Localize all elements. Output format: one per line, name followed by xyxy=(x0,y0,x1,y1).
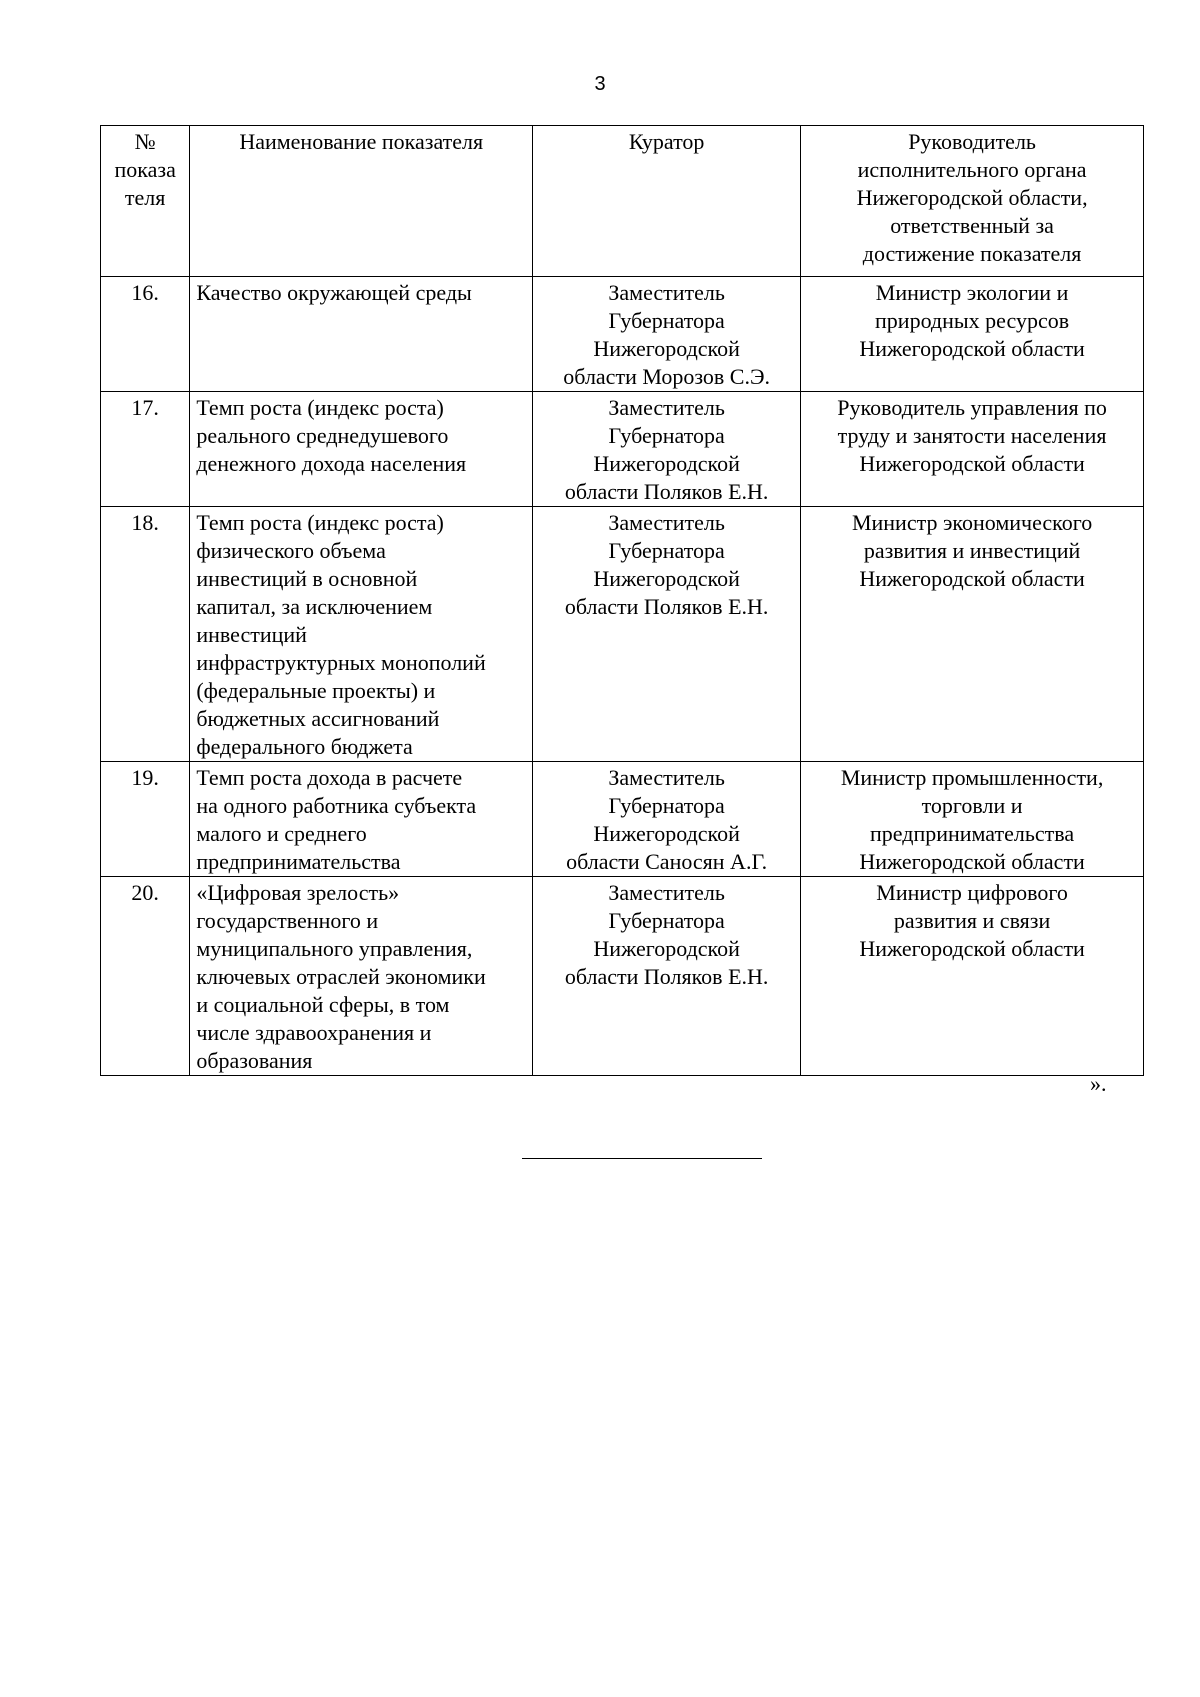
row-indicator-name: Темп роста дохода в расчете на одного работника субъекта малого и среднего предпринимательства xyxy=(190,762,533,877)
row-number: 18. xyxy=(101,507,190,762)
row-curator: Заместитель Губернатора Нижегородской области Морозов С.Э. xyxy=(533,277,801,392)
row-curator: Заместитель Губернатора Нижегородской области Поляков Е.Н. xyxy=(533,507,801,762)
table-row xyxy=(101,277,1144,392)
row-number: 16. xyxy=(101,277,190,392)
row-curator: Заместитель Губернатора Нижегородской области Саносян А.Г. xyxy=(533,762,801,877)
header-indicator-name: Наименование показателя xyxy=(190,126,533,277)
row-number: 17. xyxy=(101,392,190,507)
row-number: 19. xyxy=(101,762,190,877)
row-curator: Заместитель Губернатора Нижегородской области Поляков Е.Н. xyxy=(533,392,801,507)
row-number: 20. xyxy=(101,877,190,1076)
header-responsible-head: Руководитель исполнительного органа Нижегородской области, ответственный за достижение показателя xyxy=(801,126,1144,277)
row-indicator-name: Темп роста (индекс роста) физического объема инвестиций в основной капитал, за исключением инвестиций инфраструктурных монополий (федеральные проекты) и бюджетных ассигнований федерального бюджета xyxy=(190,507,533,762)
table-row xyxy=(101,762,1144,877)
end-of-document-rule xyxy=(522,1158,762,1159)
row-curator: Заместитель Губернатора Нижегородской области Поляков Е.Н. xyxy=(533,877,801,1076)
header-curator: Куратор xyxy=(533,126,801,277)
row-indicator-name: «Цифровая зрелость» государственного и муниципального управления, ключевых отраслей экономики и социальной сферы, в том числе здравоохранения и образования xyxy=(190,877,533,1076)
row-responsible-head: Руководитель управления по труду и занятости населения Нижегородской области xyxy=(801,392,1144,507)
row-responsible-head: Министр цифрового развития и связи Нижегородской области xyxy=(801,877,1144,1076)
row-indicator-name: Качество окружающей среды xyxy=(190,277,533,392)
row-responsible-head: Министр промышленности, торговли и предпринимательства Нижегородской области xyxy=(801,762,1144,877)
row-indicator-name: Темп роста (индекс роста) реального среднедушевого денежного дохода населения xyxy=(190,392,533,507)
table-row xyxy=(101,877,1144,1076)
closing-quote-mark: ». xyxy=(1090,1071,1107,1096)
row-responsible-head: Министр экономического развития и инвестиций Нижегородской области xyxy=(801,507,1144,762)
table-row xyxy=(101,507,1144,762)
table-row xyxy=(101,392,1144,507)
page-number: 3 xyxy=(594,73,606,95)
table-header-row xyxy=(101,126,1144,277)
header-indicator-number: № показа теля xyxy=(101,126,190,277)
indicators-table xyxy=(100,125,1144,1076)
row-responsible-head: Министр экологии и природных ресурсов Нижегородской области xyxy=(801,277,1144,392)
